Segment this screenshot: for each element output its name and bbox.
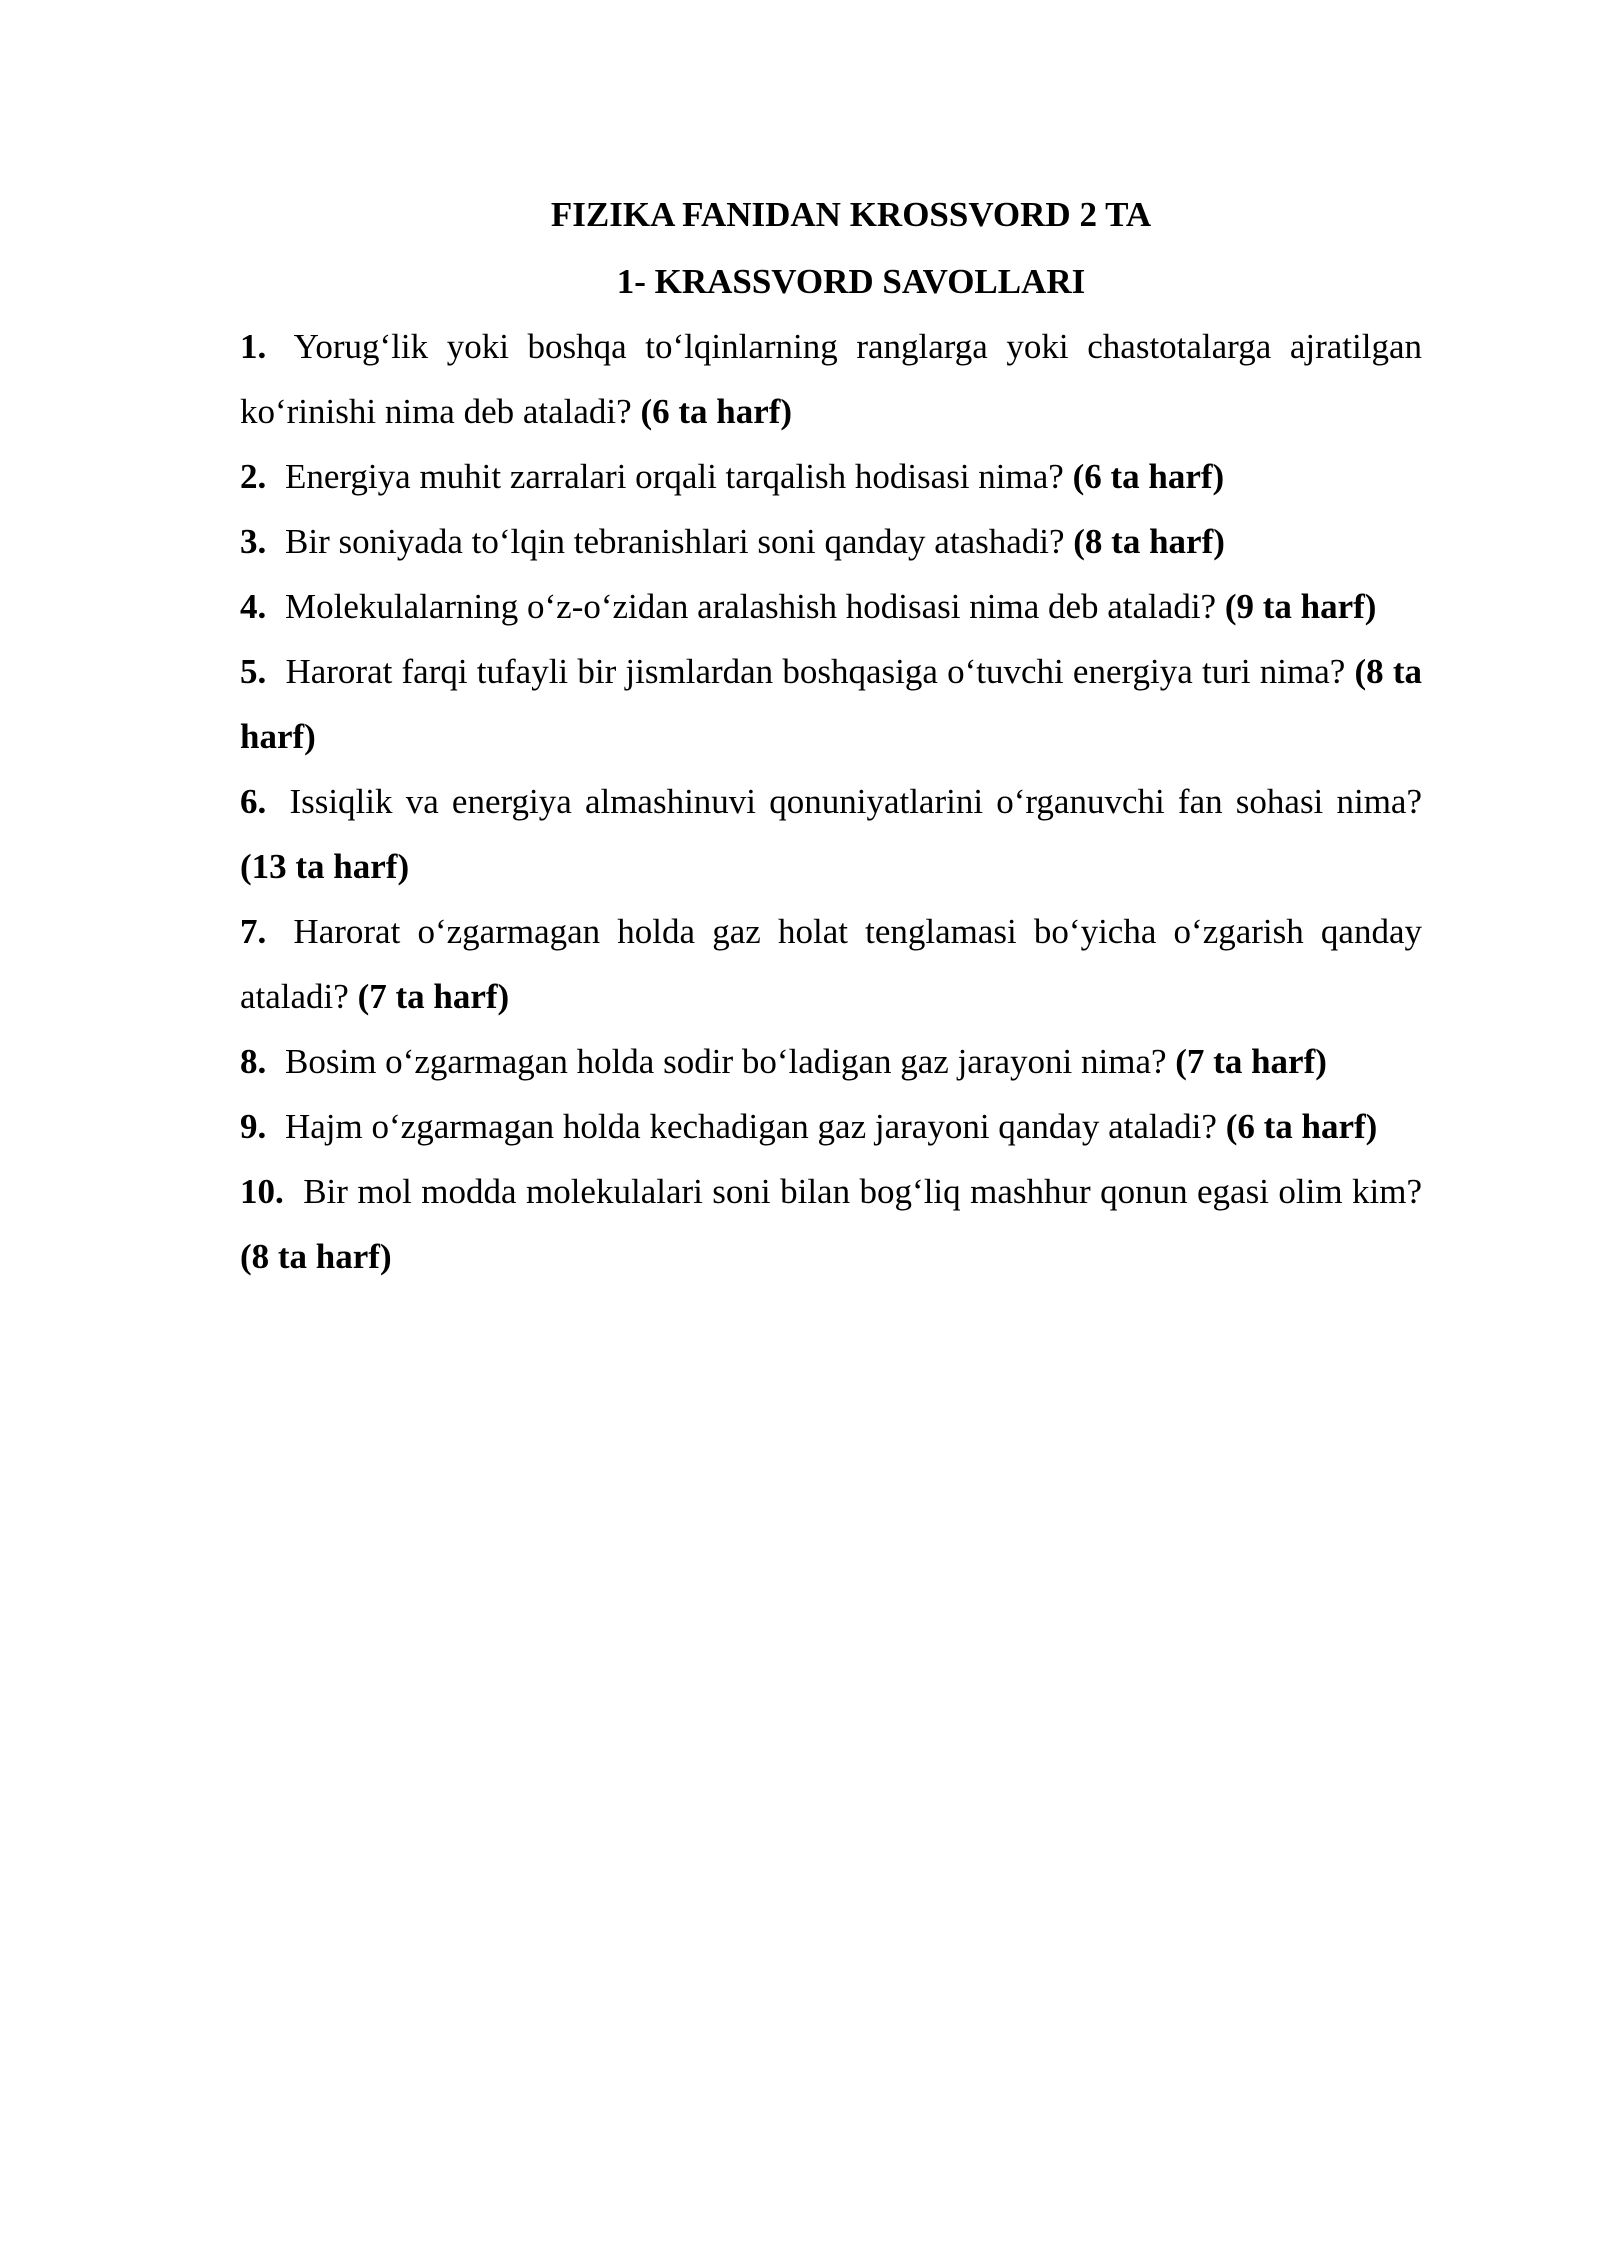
page-title: FIZIKA FANIDAN KROSSVORD 2 TA [550, 195, 1152, 234]
question-hint: (6 ta harf) [640, 392, 793, 431]
question-item [240, 899, 1422, 1029]
question-text: Harorat o‘zgarmagan holda gaz holat tenglamasi bo‘yicha o‘zgarish qanday ataladi? [240, 912, 1422, 1016]
page-subtitle: 1- KRASSVORD SAVOLLARI [616, 262, 1086, 301]
question-item [240, 509, 1422, 574]
question-text: Bosim o‘zgarmagan holda sodir bo‘ladigan gaz jarayoni nima? [285, 1042, 1167, 1081]
question-item [240, 639, 1422, 769]
question-hint: (13 ta harf) [240, 847, 410, 886]
question-number: 6. [240, 782, 267, 821]
question-item [240, 1029, 1422, 1094]
question-number: 7. [240, 912, 267, 951]
document-content [240, 182, 1422, 1289]
question-hint: (7 ta harf) [357, 977, 510, 1016]
question-hint: (8 ta harf) [240, 1237, 392, 1276]
question-number: 2. [240, 457, 267, 496]
question-hint: (6 ta harf) [1072, 457, 1225, 496]
question-hint: (8 ta harf) [1073, 522, 1225, 561]
question-number: 4. [240, 587, 267, 626]
question-number: 5. [240, 652, 267, 691]
question-text: Hajm o‘zgarmagan holda kechadigan gaz jarayoni qanday ataladi? [285, 1107, 1217, 1146]
question-item [240, 444, 1422, 509]
question-hint: (9 ta harf) [1224, 587, 1377, 626]
question-text: Issiqlik va energiya almashinuvi qonuniyatlarini o‘rganuvchi fan sohasi nima? [289, 782, 1422, 821]
question-hint: (7 ta harf) [1175, 1042, 1327, 1081]
question-item [240, 1094, 1422, 1159]
question-text: Harorat farqi tufayli bir jismlardan boshqasiga o‘tuvchi energiya turi nima? [285, 652, 1346, 691]
question-item [240, 574, 1422, 639]
question-number: 3. [240, 522, 267, 561]
question-text: Bir mol modda molekulalari soni bilan bog‘liq mashhur qonun egasi olim kim? [303, 1172, 1422, 1211]
question-text: Bir soniyada to‘lqin tebranishlari soni qanday atashadi? [285, 522, 1065, 561]
question-hint: (8 ta harf) [240, 652, 1423, 756]
question-number: 10. [240, 1172, 284, 1211]
question-hint: (6 ta harf) [1225, 1107, 1378, 1146]
question-number: 1. [240, 327, 267, 366]
question-item [240, 1159, 1422, 1289]
question-text: Energiya muhit zarralari orqali tarqalish hodisasi nima? [285, 457, 1064, 496]
question-text: Yorug‘lik yoki boshqa to‘lqinlarning ranglarga yoki chastotalarga ajratilgan ko‘rinishi nima deb ataladi? [240, 327, 1422, 431]
question-item [240, 769, 1422, 899]
question-item [240, 314, 1422, 444]
question-number: 9. [240, 1107, 267, 1146]
question-number: 8. [240, 1042, 267, 1081]
question-text: Molekulalarning o‘z-o‘zidan aralashish hodisasi nima deb ataladi? [285, 587, 1217, 626]
